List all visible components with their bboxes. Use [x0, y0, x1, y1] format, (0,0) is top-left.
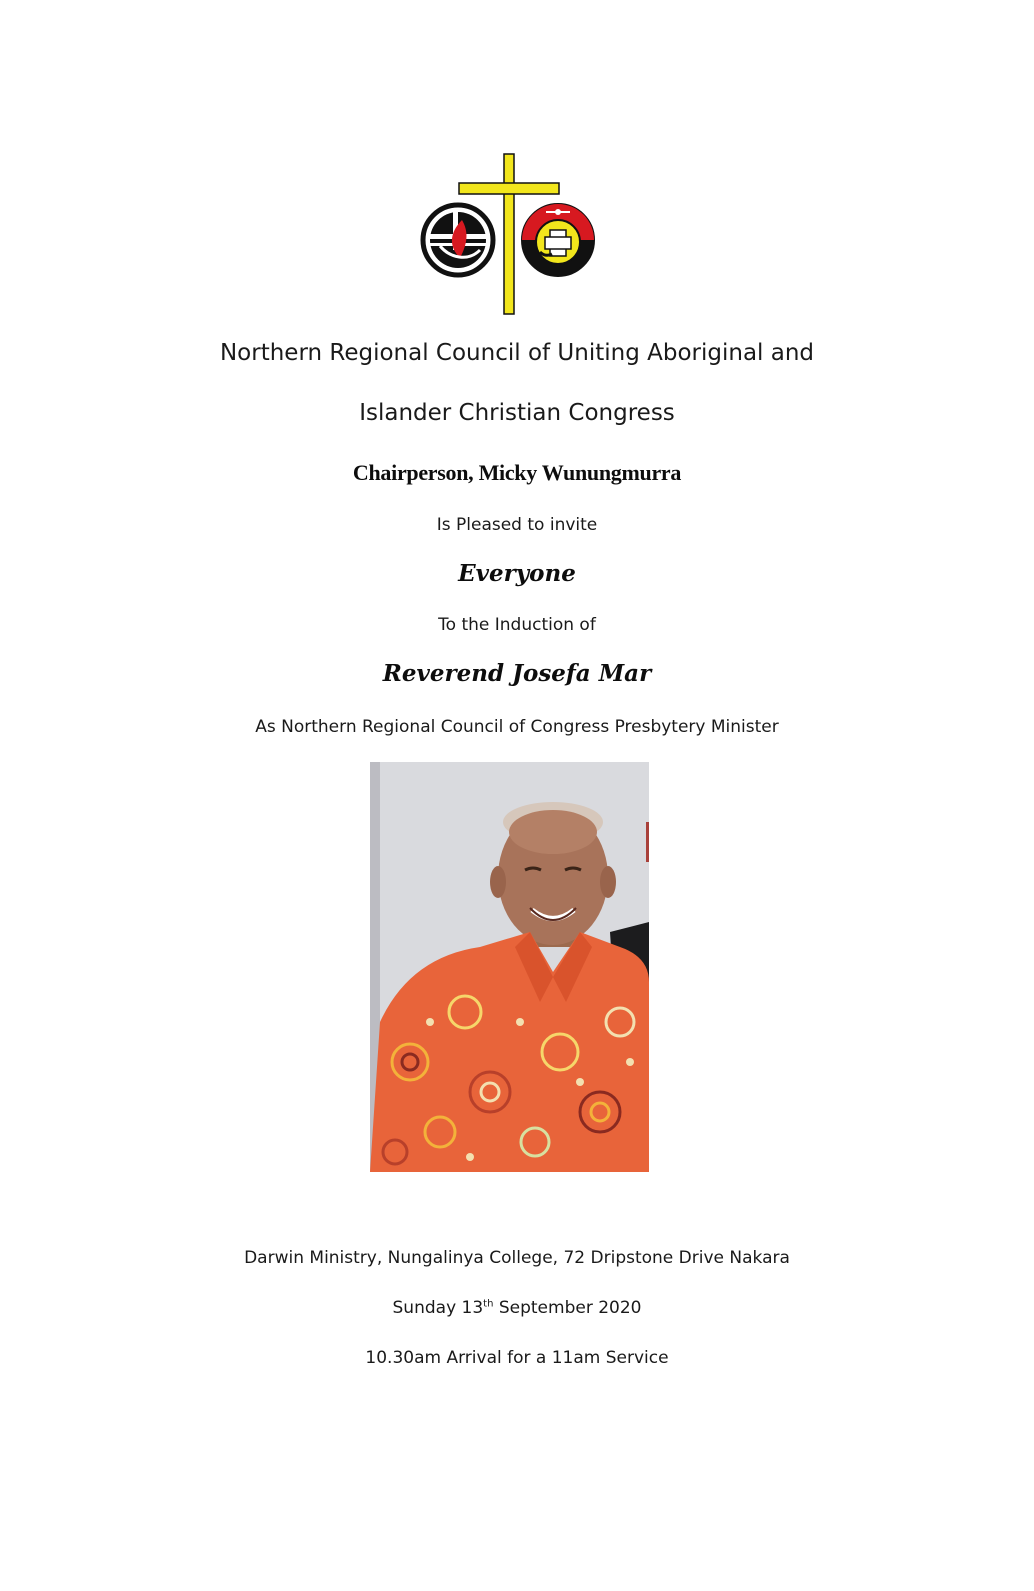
cross-horizontal — [459, 183, 559, 194]
org-name-line-1: Northern Regional Council of Uniting Aboriginal and — [219, 340, 815, 366]
invitee: Everyone — [458, 560, 576, 587]
time-line: 10.30am Arrival for a 11am Service — [365, 1348, 669, 1368]
date-rest: September 2020 — [493, 1298, 642, 1318]
chairperson-line: Chairperson, Micky Wunungmurra — [352, 460, 682, 485]
congress-logo — [420, 150, 610, 320]
inductee-photo — [370, 762, 649, 1172]
location-line: Darwin Ministry, Nungalinya College, 72 Dripstone Drive Nakara — [244, 1248, 790, 1268]
date-suffix: th — [483, 1298, 494, 1310]
date-line — [0, 1298, 1034, 1318]
congress-emblem — [522, 204, 594, 276]
pleased-to-invite: Is Pleased to invite — [436, 515, 598, 535]
role-line: As Northern Regional Council of Congress Presbytery Minister — [255, 717, 779, 737]
org-name-line-2: Islander Christian Congress — [359, 400, 675, 426]
cross-vertical — [504, 154, 514, 314]
induction-of: To the Induction of — [438, 615, 596, 635]
uniting-church-emblem — [423, 205, 493, 275]
inductee-name: Reverend Josefa Mar — [382, 660, 652, 687]
date-day: Sunday 13 — [392, 1298, 484, 1318]
